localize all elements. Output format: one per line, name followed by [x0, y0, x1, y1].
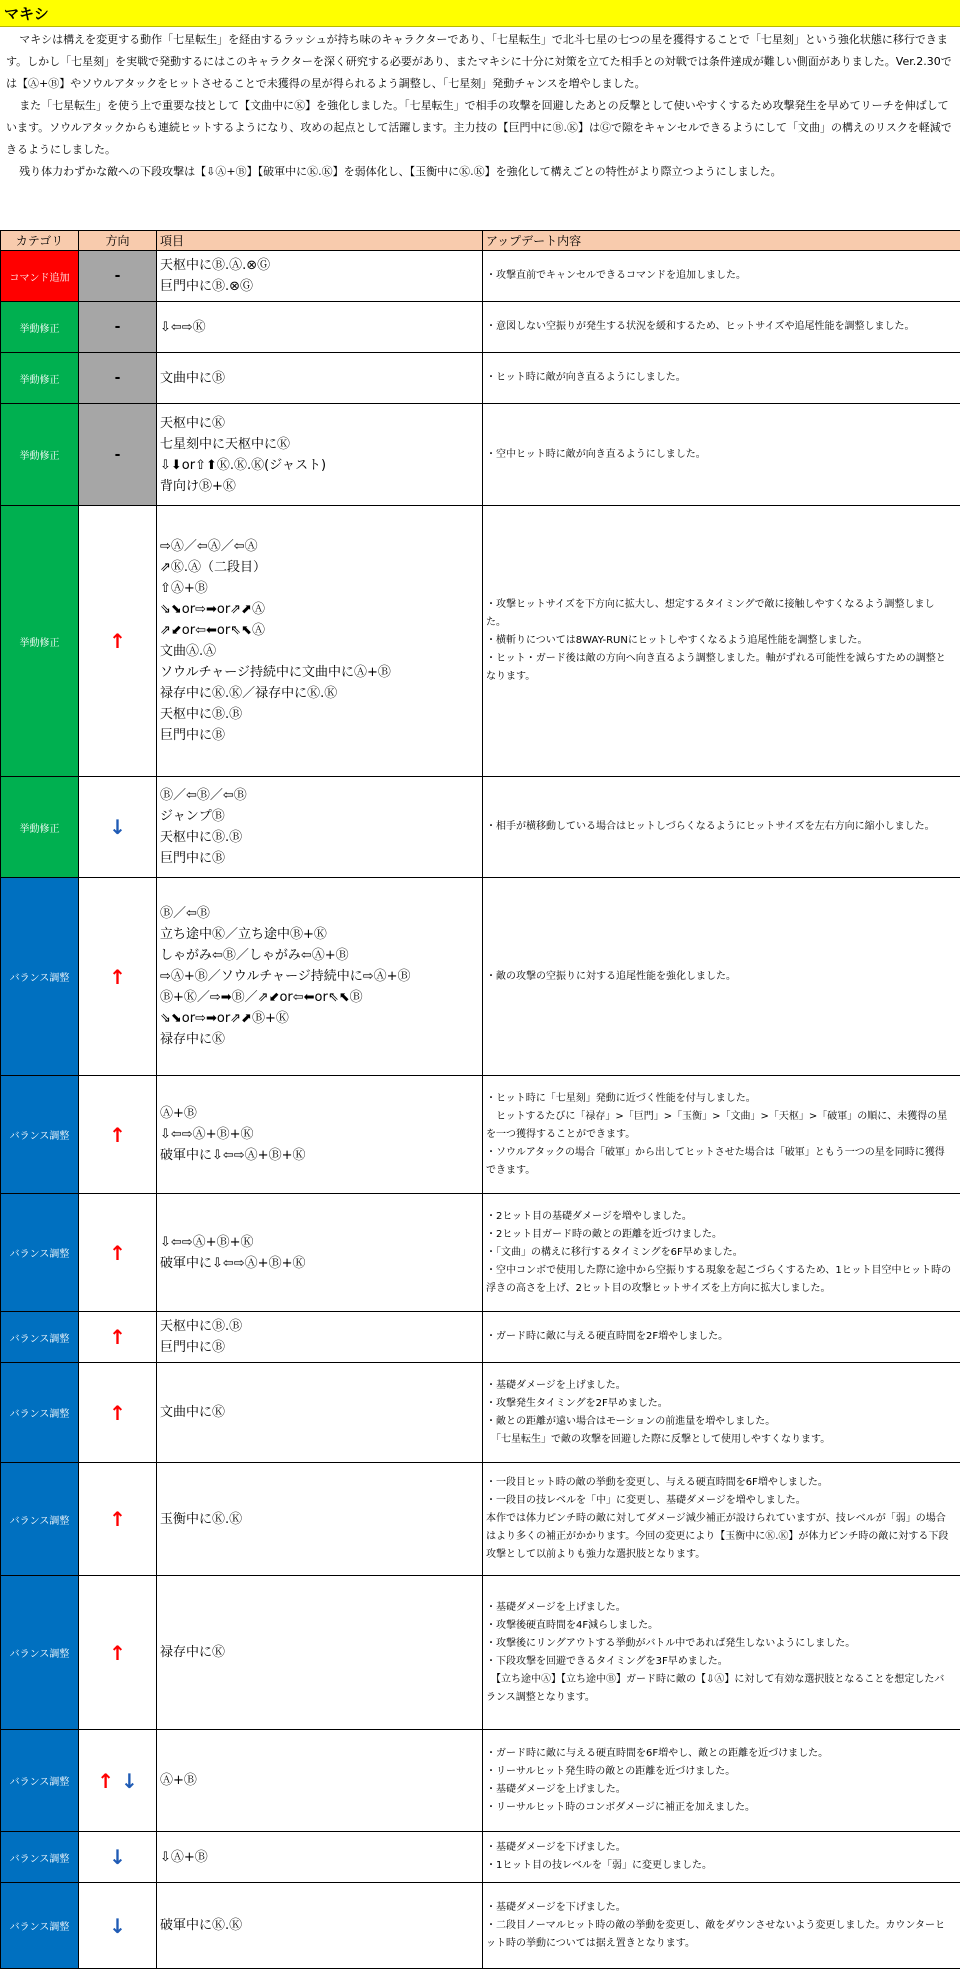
item-cell	[157, 1312, 483, 1363]
intro-paragraph: また「七星転生」を使う上で重要な技として【文曲中にⓀ】を強化しました。「七星転生」で相手の攻撃を回避したあとの反撃として使いやすくするため攻撃発生を早めてリーチを伸ばしています。ソウルアタックからも連続ヒットするようになり、攻めの起点として活躍します。主力技の【巨門中にⒷ.Ⓚ】はⒼで隙をキャンセルできるようにして「文曲」の構えのリスクを軽減できるようにしました。	[6, 99, 952, 156]
item-cell	[157, 878, 483, 1076]
category-cell: バランス調整	[1, 1883, 79, 1969]
move-command: 七星刻中に天枢中にⓀ	[160, 436, 291, 452]
move-command: 破軍中に⇩⇦⇨Ⓐ+Ⓑ+Ⓚ	[160, 1255, 306, 1271]
item-cell	[157, 777, 483, 878]
direction-arrow-icon: -	[114, 319, 121, 335]
move-command: ⇩⇦⇨Ⓐ+Ⓑ+Ⓚ	[160, 1234, 254, 1250]
direction-cell	[79, 878, 157, 1076]
category-cell: 挙動修正	[1, 777, 79, 878]
move-command: 禄存中にⓀ.Ⓚ／禄存中にⓀ.Ⓚ	[160, 686, 338, 701]
direction-cell	[79, 1730, 157, 1832]
character-name: マキシ	[4, 4, 49, 23]
move-command: ⇗Ⓚ.Ⓐ（二段目）	[160, 560, 267, 575]
update-line: ・2ヒット目の基礎ダメージを増やしました。	[486, 1210, 692, 1222]
table-row	[1, 878, 960, 1076]
header-update: アップデート内容	[483, 231, 960, 251]
item-cell	[157, 1363, 483, 1463]
update-cell	[483, 404, 960, 506]
move-command: 禄存中にⓀ	[160, 1032, 226, 1047]
move-command: 破軍中にⓀ.Ⓚ	[160, 1918, 243, 1933]
direction-cell	[79, 353, 157, 404]
update-cell	[483, 251, 960, 302]
category-cell: バランス調整	[1, 878, 79, 1076]
direction-cell	[79, 1832, 157, 1883]
update-cell	[483, 1312, 960, 1363]
update-line: ヒットするたびに「禄存」>「巨門」>「玉衡」>「文曲」>「天枢」>「破軍」の順に、未獲得の星を一つ獲得することができます。	[486, 1110, 948, 1140]
direction-cell	[79, 777, 157, 878]
move-command: Ⓑ／⇦Ⓑ／⇦Ⓑ	[160, 788, 247, 803]
move-command: 玉衡中にⓀ.Ⓚ	[160, 1511, 243, 1527]
update-cell	[483, 1883, 960, 1969]
table-header-row	[1, 231, 960, 251]
update-line: 本作では体力ピンチ時の敵に対してダメージ減少補正が設けられていますが、技レベルが「弱」の場合はより多くの補正がかかります。今回の変更により【玉衡中にⓀ.Ⓚ】が体力ピンチ時の敵に対する下段攻撃として以前よりも強力な選択肢となります。	[486, 1513, 949, 1560]
update-line: ・敵の攻撃の空振りに対する追尾性能を強化しました。	[486, 970, 736, 982]
direction-cell	[79, 1576, 157, 1730]
category-cell: 挙動修正	[1, 506, 79, 777]
item-cell	[157, 1194, 483, 1312]
move-command: Ⓐ+Ⓑ	[160, 1106, 197, 1121]
update-line: ・意図しない空振りが発生する状況を緩和するため、ヒットサイズや追尾性能を調整しました。	[486, 321, 915, 332]
category-cell: バランス調整	[1, 1194, 79, 1312]
intro-paragraph: 残り体力わずかな敵への下段攻撃は【⇩Ⓐ+Ⓑ】【破軍中にⓀ.Ⓚ】を弱体化し、【玉衡中にⓀ.Ⓚ】を強化して構えごとの特性がより際立つようにしました。	[19, 165, 782, 178]
intro-text	[0, 27, 960, 231]
direction-cell	[79, 506, 157, 777]
category-cell: バランス調整	[1, 1730, 79, 1832]
update-line: ・攻撃後にリングアウトする挙動がバトル中であれば発生しないようにしました。	[486, 1637, 856, 1649]
update-line: ・1ヒット目の技レベルを「弱」に変更しました。	[486, 1860, 713, 1871]
direction-arrow-icon: -	[114, 268, 121, 284]
update-line: ・ガード時に敵に与える硬直時間を6F増やし、敵との距離を近づけました。	[486, 1747, 829, 1759]
category-cell: コマンド追加	[1, 251, 79, 302]
item-cell	[157, 1730, 483, 1832]
table-row	[1, 1730, 960, 1832]
direction-arrow-icon: ↓	[109, 815, 126, 839]
update-table	[0, 230, 960, 1969]
direction-cell	[79, 1883, 157, 1969]
direction-arrow-icon: ↑	[109, 1640, 126, 1665]
category-cell: バランス調整	[1, 1076, 79, 1194]
direction-arrow-icon: ↑	[109, 1122, 126, 1147]
update-line: ・基礎ダメージを上げました。	[486, 1601, 626, 1613]
update-line: 「七星転生」で敵の攻撃を回避した際に反撃として使用しやすくなります。	[486, 1433, 831, 1445]
update-line: ・空中ヒット時に敵が向き直るようにしました。	[486, 448, 706, 460]
move-command: Ⓑ／⇦Ⓑ	[160, 906, 210, 921]
direction-cell	[79, 1363, 157, 1463]
update-line: ・横斬りについては8WAY-RUNにヒットしやすくなるよう追尾性能を調整しました。	[486, 635, 868, 646]
move-command: ソウルチャージ持続中に文曲中にⒶ+Ⓑ	[160, 665, 391, 680]
header-category: カテゴリ	[1, 231, 79, 251]
move-command: 天枢中にⒷ.Ⓐ.⊗Ⓖ	[160, 258, 271, 273]
update-cell	[483, 1363, 960, 1463]
direction-cell	[79, 404, 157, 506]
update-line: ・空中コンボで使用した際に途中から空振りする現象を起こづらくするため、1ヒット目空中ヒット時の浮きの高さを上げ、2ヒット目の攻撃ヒットサイズを上方向に拡大しました。	[486, 1264, 952, 1294]
direction-arrow-icon: ↑	[109, 1400, 126, 1425]
move-command: ⇨Ⓐ+Ⓑ／ソウルチャージ持続中に⇨Ⓐ+Ⓑ	[160, 969, 411, 984]
category-cell: 挙動修正	[1, 404, 79, 506]
update-line: ・基礎ダメージを下げました。	[486, 1842, 626, 1853]
update-cell	[483, 1832, 960, 1883]
move-command: Ⓐ+Ⓑ	[160, 1773, 197, 1788]
item-cell	[157, 251, 483, 302]
move-command: 天枢中にⒷ.Ⓑ	[160, 1319, 243, 1334]
table-row	[1, 251, 960, 302]
direction-arrow-icon: ↑	[109, 964, 126, 989]
update-line: ・ヒット・ガード後は敵の方向へ向き直るよう調整しました。軸がずれる可能性を減らすための調整となります。	[486, 653, 946, 682]
category-cell: 挙動修正	[1, 302, 79, 353]
direction-arrow-icon: -	[114, 446, 121, 463]
move-command: ⇩⇦⇨Ⓐ+Ⓑ+Ⓚ	[160, 1127, 254, 1142]
update-cell	[483, 1576, 960, 1730]
move-command: ⇩⬇or⇧⬆Ⓚ.Ⓚ.Ⓚ(ジャスト)	[160, 457, 327, 473]
category-cell: バランス調整	[1, 1363, 79, 1463]
update-line: ・攻撃後硬直時間を4F減らしました。	[486, 1619, 659, 1631]
table-row	[1, 1312, 960, 1363]
move-command: 巨門中にⒷ	[160, 1340, 226, 1355]
update-line: ・基礎ダメージを下げました。	[486, 1901, 626, 1913]
move-command: ジャンプⒷ	[160, 809, 225, 824]
move-command: ⇗⬋or⇦⬅or⇖⬉Ⓐ	[160, 623, 265, 638]
direction-arrow-icon: ↓	[109, 1913, 126, 1938]
table-row	[1, 1363, 960, 1463]
update-line: ・相手が横移動している場合はヒットしづらくなるようにヒットサイズを左右方向に縮小しました。	[486, 821, 935, 832]
move-command: 天枢中にⓀ	[160, 415, 226, 431]
update-line: ・攻撃ヒットサイズを下方向に拡大し、想定するタイミングで敵に接触しやすくなるよう調整しました。	[486, 599, 935, 628]
update-line: ・敵との距離が遠い場合はモーションの前進量を増やしました。	[486, 1415, 776, 1427]
item-cell	[157, 1883, 483, 1969]
update-line: ・リーサルヒット時のコンボダメージに補正を加えました。	[486, 1801, 755, 1813]
move-command: ⇩Ⓐ+Ⓑ	[160, 1849, 208, 1865]
direction-cell	[79, 1194, 157, 1312]
table-row	[1, 777, 960, 878]
intro-paragraph: マキシは構えを変更する動作「七星転生」を経由するラッシュが持ち味のキャラクターであり、「七星転生」で北斗七星の七つの星を獲得することで「七星刻」という強化状態に移行できます。しかし「七星刻」を実戦で発動するにはこのキャラクターを深く研究する必要があり、またマキシに十分に対策を立てた相手との対戦では条件達成が難しい側面がありました。Ver.2.30では【Ⓐ+Ⓑ】やソウルアタックをヒットさせることで未獲得の星が得られるよう調整し、「七星刻」発動チャンスを増やしました。	[6, 33, 952, 90]
move-command: 文曲中にⒷ	[160, 370, 226, 386]
update-line: ・2ヒット目ガード時の敵との距離を近づけました。	[486, 1228, 723, 1240]
character-title	[0, 0, 960, 27]
update-cell	[483, 1194, 960, 1312]
move-command: ⇧Ⓐ+Ⓑ	[160, 581, 208, 596]
direction-arrow-icon: ↓	[109, 1845, 126, 1869]
move-command: 文曲中にⓀ	[160, 1405, 226, 1420]
update-cell	[483, 878, 960, 1076]
category-cell: バランス調整	[1, 1312, 79, 1363]
update-line: ・基礎ダメージを上げました。	[486, 1783, 626, 1795]
direction-cell	[79, 251, 157, 302]
move-command: 天枢中にⒷ.Ⓑ	[160, 707, 243, 722]
move-command: ⇨Ⓐ／⇦Ⓐ／⇦Ⓐ	[160, 539, 258, 554]
move-command: 巨門中にⒷ.⊗Ⓖ	[160, 279, 254, 294]
header-direction: 方向	[79, 231, 157, 251]
move-command: ⇘⬊or⇨➡or⇗⬈Ⓑ+Ⓚ	[160, 1011, 289, 1026]
update-cell	[483, 1730, 960, 1832]
update-line: ・「文曲」の構えに移行するタイミングを6F早めました。	[486, 1246, 743, 1258]
update-line: ・ヒット時に「七星刻」発動に近づく性能を付与しました。	[486, 1092, 756, 1104]
update-line: ・リーサルヒット発生時の敵との距離を近づけました。	[486, 1765, 736, 1777]
update-cell	[483, 302, 960, 353]
update-line: ・下段攻撃を回避できるタイミングを3F早めました。	[486, 1655, 728, 1667]
table-row	[1, 302, 960, 353]
update-cell	[483, 1463, 960, 1576]
move-command: ⇩⇦⇨Ⓚ	[160, 319, 206, 335]
direction-arrow-icon: ↑	[109, 1240, 126, 1265]
update-line: ・ソウルアタックの場合「破軍」から出してヒットさせた場合は「破軍」ともう一つの星を同時に獲得できます。	[486, 1146, 945, 1176]
move-command: ⇘⬊or⇨➡or⇗⬈Ⓐ	[160, 602, 265, 617]
move-command: 巨門中にⒷ	[160, 728, 226, 743]
update-cell	[483, 506, 960, 777]
move-command: 背向けⒷ+Ⓚ	[160, 478, 236, 494]
item-cell	[157, 1463, 483, 1576]
table-row	[1, 1194, 960, 1312]
table-row	[1, 353, 960, 404]
update-line: ・攻撃直前でキャンセルできるコマンドを追加しました。	[486, 270, 746, 281]
table-row	[1, 404, 960, 506]
update-cell	[483, 777, 960, 878]
direction-arrow-icon: ↑ ↓	[97, 1768, 138, 1793]
direction-arrow-icon: ↑	[109, 629, 126, 653]
table-row	[1, 1883, 960, 1969]
table-row	[1, 1576, 960, 1730]
update-cell	[483, 1076, 960, 1194]
table-row	[1, 506, 960, 777]
table-row	[1, 1463, 960, 1576]
category-cell: 挙動修正	[1, 353, 79, 404]
update-cell	[483, 353, 960, 404]
move-command: Ⓑ+Ⓚ／⇨➡Ⓑ／⇗⬋or⇦⬅or⇖⬉Ⓑ	[160, 990, 363, 1005]
direction-cell	[79, 302, 157, 353]
move-command: 破軍中に⇩⇦⇨Ⓐ+Ⓑ+Ⓚ	[160, 1148, 306, 1163]
direction-arrow-icon: ↑	[109, 1507, 126, 1531]
direction-cell	[79, 1312, 157, 1363]
move-command: 天枢中にⒷ.Ⓑ	[160, 830, 243, 845]
table-row	[1, 1832, 960, 1883]
item-cell	[157, 506, 483, 777]
move-command: 立ち途中Ⓚ／立ち途中Ⓑ+Ⓚ	[160, 927, 327, 942]
direction-cell	[79, 1463, 157, 1576]
update-line: ・ガード時に敵に与える硬直時間を2F増やしました。	[486, 1331, 729, 1342]
update-line: ・ヒット時に敵が向き直るようにしました。	[486, 372, 686, 383]
update-line: ・基礎ダメージを上げました。	[486, 1379, 626, 1391]
category-cell: バランス調整	[1, 1576, 79, 1730]
item-cell	[157, 1832, 483, 1883]
direction-arrow-icon: -	[114, 370, 121, 386]
item-cell	[157, 1576, 483, 1730]
move-command: 禄存中にⓀ	[160, 1645, 226, 1660]
item-cell	[157, 1076, 483, 1194]
update-line: ・攻撃発生タイミングを2F早めました。	[486, 1397, 668, 1409]
item-cell	[157, 404, 483, 506]
item-cell	[157, 302, 483, 353]
item-cell	[157, 353, 483, 404]
update-line: 【立ち途中Ⓐ】【立ち途中Ⓑ】ガード時に敵の【⇩Ⓐ】に対して有効な選択肢となることを想定したバランス調整となります。	[486, 1673, 945, 1703]
category-cell: バランス調整	[1, 1463, 79, 1576]
move-command: 巨門中にⒷ	[160, 851, 226, 866]
table-row	[1, 1076, 960, 1194]
update-line: ・一段目ヒット時の敵の挙動を変更し、与える硬直時間を6F増やしました。	[486, 1477, 828, 1488]
update-line: ・一段目の技レベルを「中」に変更し、基礎ダメージを増やしました。	[486, 1495, 806, 1506]
direction-arrow-icon: ↑	[109, 1325, 126, 1349]
category-cell: バランス調整	[1, 1832, 79, 1883]
header-item: 項目	[157, 231, 483, 251]
update-line: ・二段目ノーマルヒット時の敵の挙動を変更し、敵をダウンさせないよう変更しました。カウンターヒット時の挙動については据え置きとなります。	[486, 1919, 945, 1949]
move-command: 文曲Ⓐ.Ⓐ	[160, 644, 217, 659]
direction-cell	[79, 1076, 157, 1194]
move-command: しゃがみ⇦Ⓑ／しゃがみ⇦Ⓐ+Ⓑ	[160, 948, 349, 963]
